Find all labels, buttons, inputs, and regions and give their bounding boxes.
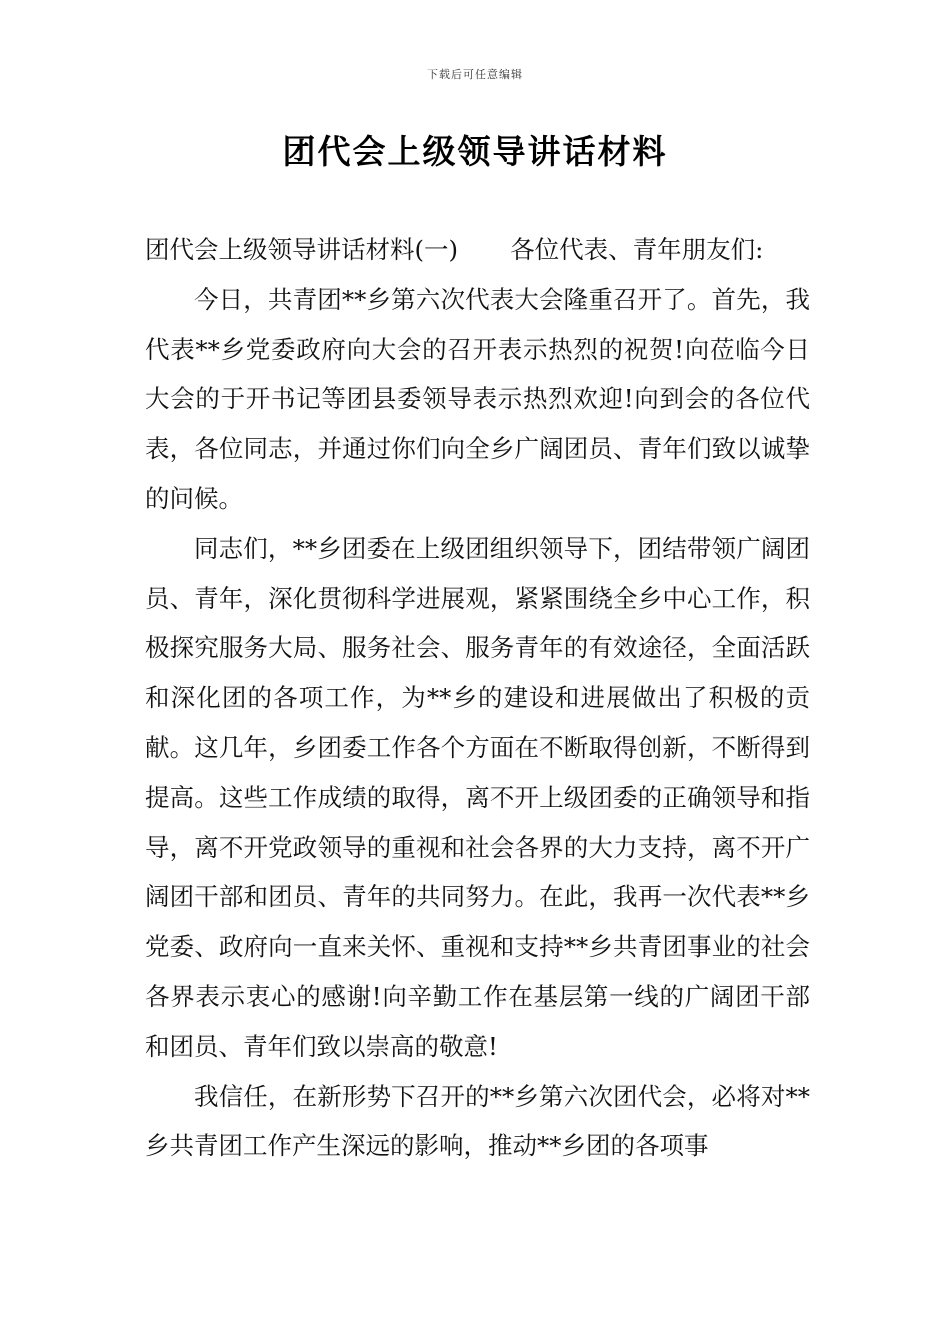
document-body xyxy=(145,225,810,1171)
page-header-note: 下载后可任意编辑 xyxy=(427,68,523,81)
document-title: 团代会上级领导讲话材料 xyxy=(282,132,668,171)
salutation: 各位代表、青年朋友们: xyxy=(510,235,764,264)
paragraph-1: 今日，共青团**乡第六次代表大会隆重召开了。首先，我代表**乡党委政府向大会的召开表示热烈的祝贺!向莅临今日大会的于开书记等团县委领导表示热烈欢迎!向到会的各位代表，各位同志，并通过你们向全乡广阔团员、青年们致以诚挚的问候。 xyxy=(145,284,810,513)
paragraph-2: 同志们，**乡团委在上级团组织领导下，团结带领广阔团员、青年，深化贯彻科学进展观，紧紧围绕全乡中心工作，积极探究服务大局、服务社会、服务青年的有效途径，全面活跃和深化团的各项工作，为**乡的建设和进展做出了积极的贡献。这几年，乡团委工作各个方面在不断取得创新，不断得到提高。这些工作成绩的取得，离不开上级团委的正确领导和指导，离不开党政领导的重视和社会各界的大力支持，离不开广阔团干部和团员、青年的共同努力。在此，我再一次代表**乡党委、政府向一直来关怀、重视和支持**乡共青团事业的社会各界表示衷心的感谢!向辛勤工作在基层第一线的广阔团干部和团员、青年们致以崇高的敬意! xyxy=(145,533,810,1061)
document-subtitle: 团代会上级领导讲话材料(一) xyxy=(145,235,459,264)
subtitle-line xyxy=(145,225,810,275)
paragraph-3: 我信任，在新形势下召开的**乡第六次团代会，必将对**乡共青团工作产生深远的影响，推动**乡团的各项事 xyxy=(145,1081,810,1161)
